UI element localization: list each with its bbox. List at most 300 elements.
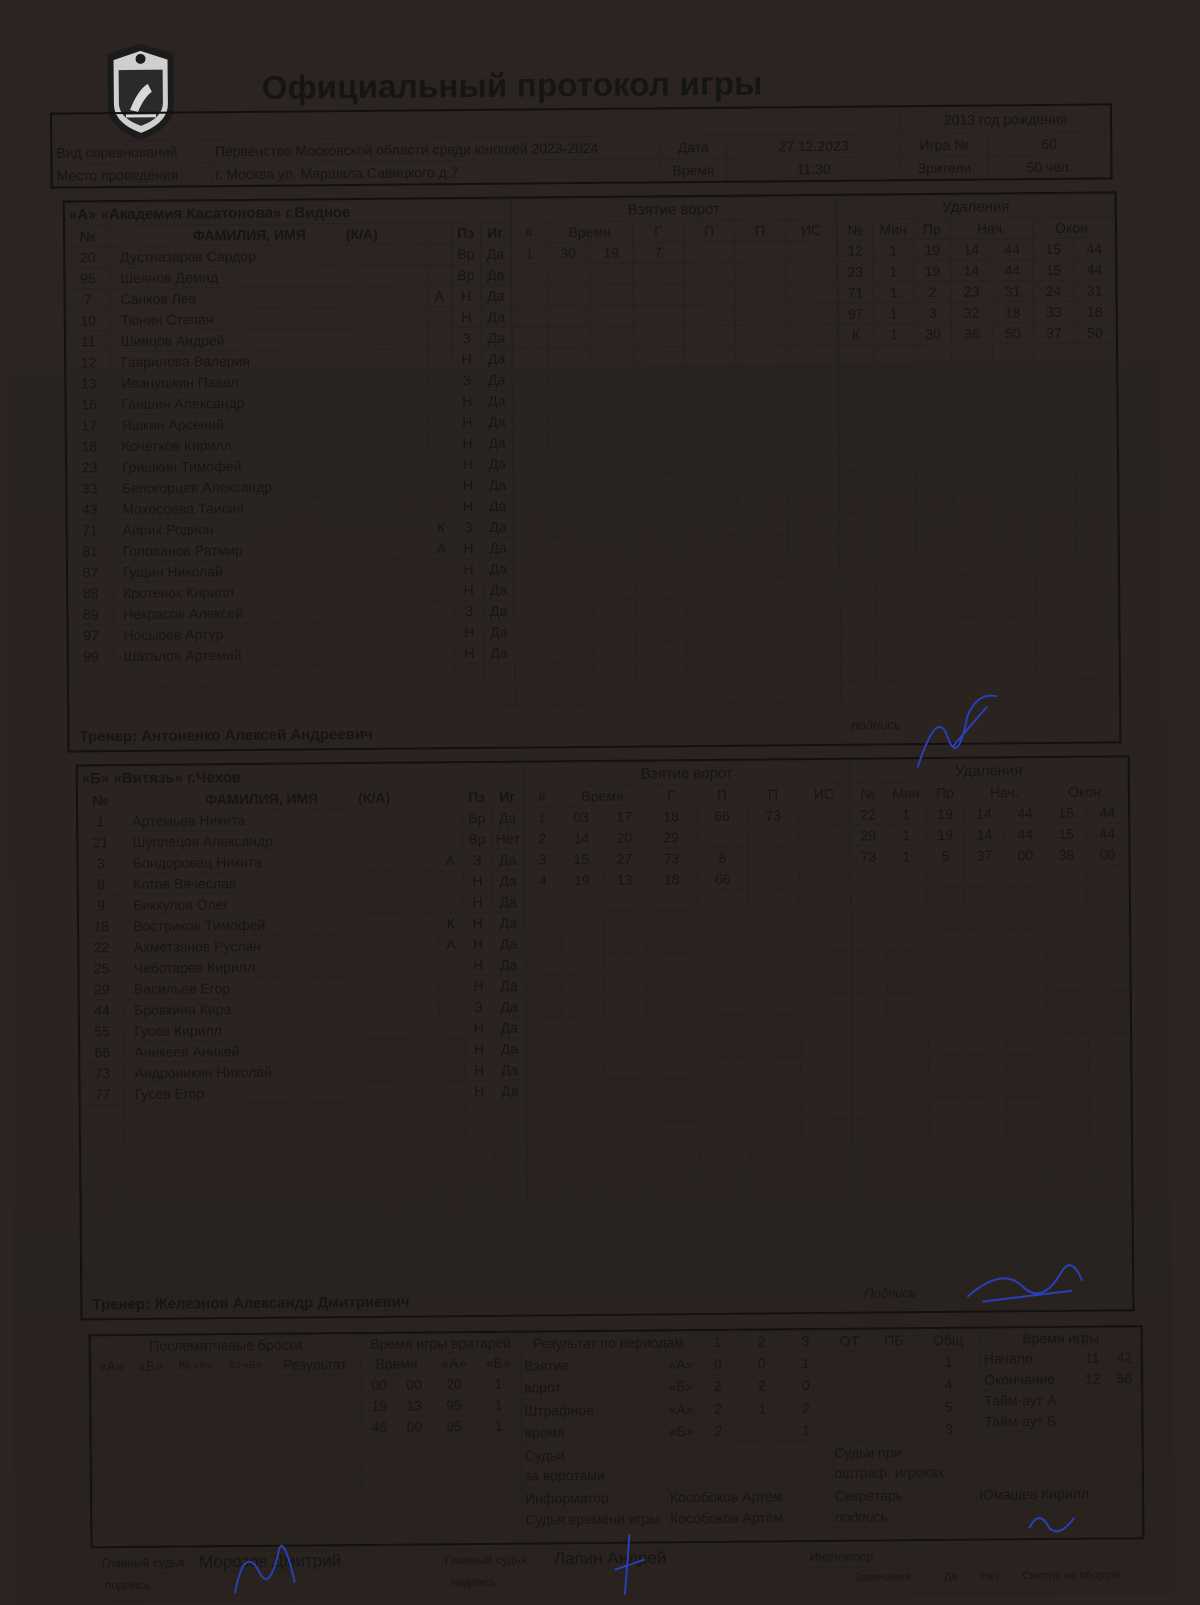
period-ot: ОТ [827,1330,872,1351]
goal-cell [788,492,839,513]
goal-cell [700,1162,751,1183]
player-role [426,265,451,286]
penalty-cell [1088,991,1129,1012]
penalty-cell [888,1035,929,1056]
goal-cell [684,283,735,304]
penalty-row [851,886,1128,909]
penalty-cell [1087,907,1128,928]
penalty-cell [1007,1075,1048,1096]
goal-cell [787,450,838,471]
goals-b-p3: 0 [784,1374,828,1397]
goal-cell [687,619,738,640]
player-played: Да [493,1017,526,1038]
penalty-cell [874,387,915,408]
penalty-cell [1077,658,1118,679]
goal-cell [513,453,548,474]
goal-cell [787,387,838,408]
penalty-cell [1034,448,1075,469]
penalty-cell [915,344,952,365]
player-position: Н [454,558,483,579]
goal-cell [563,1247,606,1268]
goal-row [514,492,839,516]
shootout-cell [270,1375,361,1397]
goal-row [527,1140,852,1164]
player-played: Да [483,558,514,579]
penalty-cell [994,512,1035,533]
penalty-cell [875,534,916,555]
player-played: Да [493,975,526,996]
player-name: Бондоровец Никита [122,850,438,874]
goal-cell [735,262,786,283]
penalty-cell [952,344,993,365]
goal-cell [636,683,687,704]
date-value: 27.12.2023 [726,134,901,159]
penalty-row [852,991,1129,1014]
penalty-cell: 14 [951,260,992,281]
player-name: Ахметзянов Руслан [123,934,439,958]
player-role: А [429,538,454,559]
birth-year: 2013 год рождения [900,104,1111,133]
penalty-cell [839,408,874,429]
goal-cell [736,451,787,472]
goal-cell [550,683,593,704]
goal-cell [802,1245,853,1266]
goal-cell [699,1120,750,1141]
goal-cell [697,910,748,931]
penalty-cell: 33 [1033,301,1074,322]
penalty-row [839,343,1116,366]
goal-cell [749,931,800,952]
gk-cell [362,1458,397,1479]
goal-cell: 4 [525,870,560,891]
penalty-row [839,385,1116,408]
penalty-cell: 2 [914,281,951,302]
player-number [69,667,113,688]
player-name: Андроникян Николай [124,1060,440,1084]
penalty-cell [1090,1201,1131,1222]
penalty-cell: 71 [838,282,873,303]
pim-b-p2 [740,1419,784,1442]
informer-label: Информатор [523,1487,668,1509]
player-role [440,1102,465,1123]
player-played: Да [493,1038,526,1059]
penalty-cell [1048,1117,1089,1138]
goal-cell [648,1079,699,1100]
goal-cell: 3 [525,849,560,870]
penalty-cell [1006,950,1047,971]
goal-cell [513,390,548,411]
player-name: Дустназаров Сардор [109,244,426,268]
goal-cell [634,389,685,410]
goal-cell: 1 [525,807,560,828]
goals-g-b: Г [645,785,696,806]
penalty-cell [929,1055,966,1076]
penalty-cell [840,555,875,576]
remarks-no: Нет [980,1570,1000,1583]
player-number [82,1147,125,1168]
penalty-cell [1036,658,1077,679]
penalty-cell [852,930,887,951]
goal-cell [699,1078,750,1099]
goal-cell [789,681,840,702]
game-time-table [981,1327,1142,1432]
penalty-cell [1049,1201,1090,1222]
shootout-cell [93,1503,133,1524]
goal-cell [699,1036,750,1057]
penalty-cell: 5 [927,845,964,866]
player-number: 81 [68,541,112,562]
penalty-cell [915,365,952,386]
goal-cell [800,972,851,993]
player-played: Да [481,327,512,348]
penalty-cell [886,888,927,909]
player-name: Тюнин Степан [110,307,427,331]
goal-cell: 8 [697,847,748,868]
penalty-cell [841,597,876,618]
penalty-cell: 44 [1005,803,1046,824]
remarks-yes: Да [943,1570,958,1583]
penalty-cell [874,450,915,471]
penalty-cell [930,1202,967,1223]
penalty-cell [952,428,993,449]
penalty-cell [917,617,954,638]
goal-cell [634,431,685,452]
player-name: Котов Вячеслав [122,871,438,895]
goal-cell [788,471,839,492]
penalty-cell [1075,364,1116,385]
penalty-cell [1036,679,1077,700]
goal-cell [548,431,591,452]
col-name: ФАМИЛИЯ, ИМЯ (К/А) [109,223,426,247]
penalty-cell [929,1097,966,1118]
player-position: Н [453,453,482,474]
goal-cell [749,973,800,994]
goal-cell [685,451,736,472]
penalty-cell [887,951,928,972]
goal-cell [751,1246,802,1267]
penalty-cell [1075,385,1116,406]
goal-cell [526,933,561,954]
goal-cell [799,909,850,930]
player-played [494,1143,527,1164]
pen-num: № [837,219,872,240]
protocol-sheet [1,0,1175,1605]
goals-a-pb [872,1351,917,1374]
goal-cell [590,263,633,284]
team-b-goals [524,760,854,1270]
goal-cell [789,597,840,618]
penalty-cell [930,1181,967,1202]
player-name [125,1186,441,1210]
penalty-cell [1076,511,1117,532]
penalty-cell [966,1097,1007,1118]
goal-cell [561,932,604,953]
time-label: Время [660,158,726,182]
player-role [429,601,454,622]
goal-cell [750,1078,801,1099]
penalty-row [841,658,1118,681]
gk-cell [477,1478,522,1499]
player-number: 10 [66,310,110,331]
goals-p1-b: П [696,784,747,805]
goal-row [525,846,850,870]
shootout-cell [271,1501,362,1523]
goal-cell [514,516,549,537]
player-played: Да [493,1059,526,1080]
player-name: Гришкин Тимофей [111,454,428,478]
player-role [439,1018,464,1039]
goal-cell [649,1226,700,1247]
player-played: Да [492,891,525,912]
player-role: А [439,934,464,955]
gk-row [362,1394,521,1416]
goals-b-p2: 2 [740,1374,784,1397]
player-number: 55 [80,1021,123,1042]
goal-cell [684,325,735,346]
penalty-row [851,907,1128,930]
player-position [466,1206,495,1227]
goal-row [525,867,850,891]
gk-cell [433,1499,478,1520]
penalty-row [853,1096,1130,1119]
penalty-cell: 3 [914,302,951,323]
goal-cell [686,556,737,577]
penalty-cell [917,575,954,596]
player-played: Да [483,600,514,621]
goal-row [527,1035,852,1059]
penalty-row [841,616,1118,639]
competition-label: Вид соревнований [51,140,210,164]
goal-cell [606,1247,649,1268]
goal-row [528,1182,853,1206]
penalty-cell [1035,490,1076,511]
player-played [484,663,515,684]
player-played [494,1164,527,1185]
penalty-cell [927,908,964,929]
penalty-cell [1077,574,1118,595]
goal-cell [593,683,636,704]
penalty-cell [841,639,876,660]
pim-a-ot [828,1396,873,1419]
goal-cell [604,995,647,1016]
player-played: Да [481,348,512,369]
goal-row [515,639,840,663]
gk-row [362,1436,521,1458]
player-role [429,580,454,601]
penalty-cell [1047,970,1088,991]
penalty-cell [1087,865,1128,886]
penalty-cell [876,597,917,618]
shootout-cell [131,1418,170,1439]
goal-cell [633,263,684,284]
penalty-cell [1047,1033,1088,1054]
shootout-cell [220,1396,270,1417]
penalty-row [854,1222,1131,1245]
goals-a-p1: 0 [696,1352,740,1375]
spectators-label: Зрители [901,156,988,180]
so-col-result: Результат [270,1354,361,1376]
player-number: 17 [67,415,111,436]
penalty-cell [889,1203,930,1224]
penalty-cell [853,1098,888,1119]
goal-row [513,429,838,453]
shootouts-table [91,1334,363,1524]
team-a-roster [65,199,515,710]
goal-cell [685,346,736,367]
goal-row [515,576,840,600]
penalty-cell [1035,469,1076,490]
player-role [430,664,455,685]
goal-cell [527,1122,562,1143]
goal-cell: 19 [590,242,633,263]
goal-cell [591,347,634,368]
gk-col-b: «Б» [476,1352,521,1373]
goal-cell [548,347,591,368]
goal-cell: 7 [633,242,684,263]
player-number: 97 [69,625,113,646]
penalty-cell [1075,427,1116,448]
goal-cell [749,994,800,1015]
game-value: 60 [988,132,1112,156]
penalty-cell [994,533,1035,554]
team-b-penalties-body [851,802,1132,1266]
goal-cell [699,1141,750,1162]
penalty-cell [1077,679,1118,700]
penalty-cell [1088,970,1129,991]
goal-cell [648,1058,699,1079]
goal-cell [751,1225,802,1246]
penalty-cell [952,407,993,428]
inspector-label: Инспектор [807,1546,912,1568]
goal-cell [550,641,593,662]
goal-cell [513,411,548,432]
goal-cell [748,889,799,910]
shootouts-body [92,1375,362,1524]
goal-cell [636,641,687,662]
shootout-cell [92,1461,132,1482]
player-position [455,684,484,705]
penalty-cell [1035,532,1076,553]
penalty-cell [840,492,875,513]
penalty-cell [1089,1117,1130,1138]
penalty-cell [852,993,887,1014]
penalty-cell [1005,908,1046,929]
penalty-cell [1049,1180,1090,1201]
penalty-cell [966,1139,1007,1160]
player-position: З [454,516,483,537]
player-name [125,1123,441,1147]
goal-cell [604,953,647,974]
goals-b-pb [872,1373,917,1396]
shootout-cell [171,1439,221,1460]
penalty-cell [876,576,917,597]
penalty-row [838,259,1115,282]
gk-cell [477,1457,522,1478]
goal-cell [646,890,697,911]
goal-cell [606,1226,649,1247]
goal-cell [686,514,737,535]
goal-cell [685,430,736,451]
goal-cell [591,389,634,410]
penalty-cell [1008,1222,1049,1243]
player-played: Да [480,243,511,264]
player-number [81,1105,124,1126]
so-col-vra: Вр «А» [170,1355,220,1376]
gk-cell: 20 [432,1373,477,1394]
goal-cell [737,514,788,535]
player-name: Носырев Артур [113,622,430,646]
goal-cell [514,558,549,579]
penalty-cell [916,554,953,575]
period-3: 3 [783,1330,827,1351]
shootout-row [93,1501,362,1524]
penalty-row [853,1075,1130,1098]
shootout-cell [171,1502,221,1523]
player-number: 89 [69,604,113,625]
penalty-row [841,637,1118,660]
goal-cell [801,1056,852,1077]
periods-title: Результат по периодам [521,1332,695,1355]
penalty-cell [888,1140,929,1161]
penalty-cell [888,1119,929,1140]
goal-cell [526,975,561,996]
player-name: Бровкина Кира [124,997,440,1021]
goal-row [514,471,839,495]
goal-cell [698,994,749,1015]
goal-cell [686,535,737,556]
goal-cell [512,285,547,306]
player-name: Иванушкин Павел [111,370,428,394]
summary-block [89,1325,1145,1548]
shootout-cell [92,1440,132,1461]
penalty-cell [888,1056,929,1077]
goal-cell [700,1183,751,1204]
gk-row [362,1373,521,1395]
penalty-cell [995,596,1036,617]
player-played: Да [484,642,515,663]
goal-cell [749,952,800,973]
goal-cell [687,682,738,703]
goal-cell [750,1057,801,1078]
goal-cell [604,932,647,953]
goal-cell [635,494,686,515]
player-role [428,433,453,454]
goal-cell: 1 [512,243,547,264]
player-position: Н [463,891,492,912]
player-role [440,1144,465,1165]
goal-cell [515,579,550,600]
player-position: З [464,996,493,1017]
goal-cell [605,1079,648,1100]
penalty-row [853,1117,1130,1140]
penalty-row [841,574,1118,597]
shootout-cell [132,1502,171,1523]
goal-cell [549,536,592,557]
shootouts-title: Послематчевые броски [91,1335,360,1356]
player-role [428,412,453,433]
penalty-cell [1006,929,1047,950]
remarks-row [855,1569,1121,1583]
penalty-cell [841,618,876,639]
remarks-see-back: Смотри на обороте [1022,1569,1122,1583]
player-position: З [454,600,483,621]
pen-min: Мин [872,219,913,240]
goal-cell [648,1142,699,1163]
penalty-cell [929,1118,966,1139]
goal-cell [635,473,686,494]
periods-table [521,1329,982,1445]
goal-cell [647,932,698,953]
